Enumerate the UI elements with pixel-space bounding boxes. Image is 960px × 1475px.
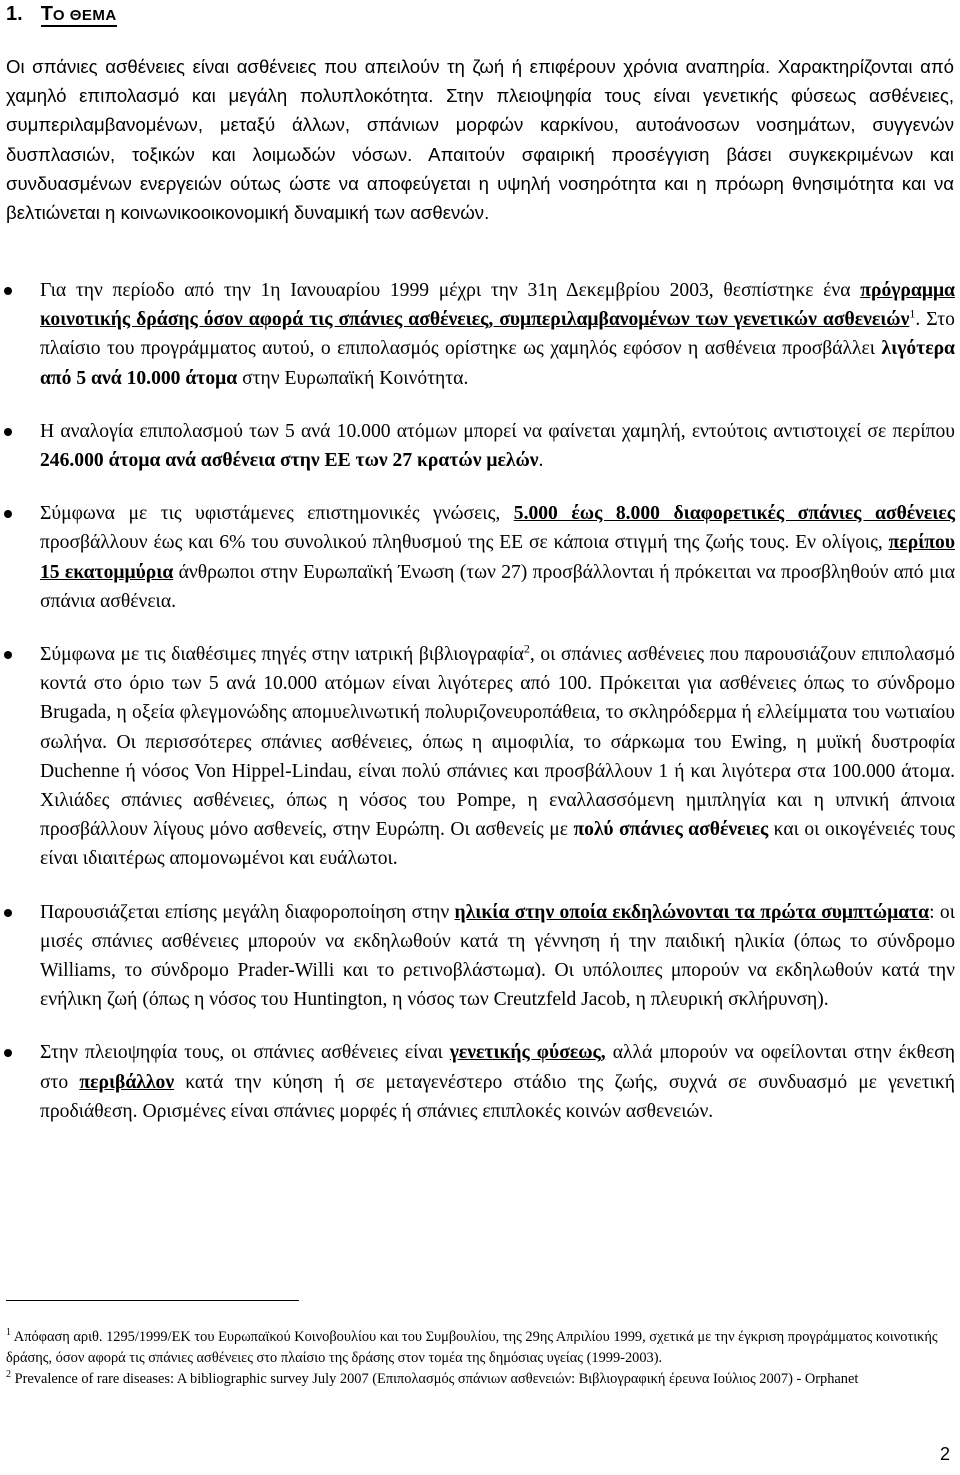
bullet-item-2: Η αναλογία επιπολασμού των 5 ανά 10.000 ατόμων μπορεί να φαίνεται χαμηλή, εντούτοις αντιστοιχεί σε περίπου 246.000 άτομα ανά ασθένεια στην ΕΕ των 27 κρατών μελών.	[0, 417, 955, 475]
onset-age: ηλικία στην οποία εκδηλώνονται τα πρώτα συμπτώματα	[454, 901, 930, 923]
footnotes	[6, 1327, 954, 1390]
bullet-item-5: Παρουσιάζεται επίσης μεγάλη διαφοροποίηση στην ηλικία στην οποία εκδηλώνονται τα πρώτα συμπτώματα: οι μισές σπάνιες ασθένειες μπορούν να εκδηλωθούν κατά τη γέννηση ή την παιδική ηλικία (όπως το σύνδρομο Williams, το σύνδρομο Prader-Willi και το ρετινοβλάστωμα). Οι υπόλοιπες μπορούν να εκδηλωθούν κατά την ενήλικη ζωή (όπως η νόσος του Huntington, η νόσος των Creutzfeld Jacob, η πλευρική σκλήρυνση).	[0, 898, 955, 1015]
bullet-list	[0, 276, 955, 1150]
footnote-ref-2[interactable]: 2	[523, 641, 530, 656]
bullet-dot-icon	[4, 1049, 12, 1057]
bullet-item-3: Σύμφωνα με τις υφιστάμενες επιστημονικές γνώσεις, 5.000 έως 8.000 διαφορετικές σπάνιες ασθένειες προσβάλλουν έως και 6% του συνολικού πληθυσμού της ΕΕ σε κάποια στιγμή της ζωής τους. Εν ολίγοις, περίπου 15 εκατομμύρια άνθρωποι στην Ευρωπαϊκή Ένωση (των 27) προσβάλλονται ή πρόκειται να προσβληθούν από μια σπάνια ασθένεια.	[0, 499, 955, 616]
footnote-1: $^1$ Απόφαση αριθ. 1295/1999/ΕΚ του Ευρωπαϊκού Κοινοβουλίου και του Συμβουλίου, της 29ης Απριλίου 1999, σχετικά με την έγκριση προγράμματος κοινοτικής δράσης, όσον αφορά τις σπάνιες ασθένειες στο πλαίσιο της δράσης στον τομέα της δημόσιας υγείας (1999-2003).	[6, 1327, 938, 1366]
affected-per-disease: 246.000 άτομα ανά ασθένεια στην ΕΕ των 27 κρατών μελών	[40, 450, 539, 472]
page-number: 2	[939, 1444, 950, 1464]
bullet-dot-icon	[4, 651, 12, 659]
very-rare-diseases: πολύ σπάνιες ασθένειες	[573, 819, 769, 841]
footnote-2: $^2$ Prevalence of rare diseases: A bibliographic survey July 2007 (Επιπολασμός σπάνιων ασθενειών: Βιβλιογραφική έρευνα Ιούλιος 2007) - Orphanet	[6, 1369, 859, 1387]
intro-paragraph: Οι σπάνιες ασθένειες είναι ασθένειες που απειλούν τη ζωή ή επιφέρουν χρόνια αναπηρία. Χαρακτηρίζονται από χαμηλό επιπολασμό και μεγάλη πολυπλοκότητα. Στην πλειοψηφία τους είναι γενετικής φύσεως ασθένειες, συμπεριλαμβανομένων, μεταξύ άλλων, σπάνιων μορφών καρκίνου, αυτοάνοσων νοσημάτων, συγγενών δυσπλασιών, τοξικών και λοιμωδών νόσων. Απαιτούν σφαιρική προσέγγιση βάσει συγκεκριμένων και συνδυασμένων ενεργειών ούτως ώστε να αποφεύγεται η υψηλή νοσηρότητα και η πρόωρη θνησιμότητα και να βελτιώνεται η κοινωνικοοικονομική δυναμική των ασθενών.	[6, 56, 954, 224]
bullet-dot-icon	[4, 287, 12, 295]
environment: περιβάλλον	[79, 1071, 175, 1093]
prevalence-threshold: λιγότερα από 5 ανά 10.000 άτομα	[40, 338, 955, 389]
bullet-dot-icon	[4, 428, 12, 436]
affected-population: περίπου 15 εκατομμύρια	[40, 532, 955, 583]
disease-count: 5.000 έως 8.000 διαφορετικές σπάνιες ασθένειες	[513, 503, 956, 525]
bullet-item-4: Σύμφωνα με τις διαθέσιμες πηγές στην ιατρική βιβλιογραφία$^2$, οι σπάνιες ασθένειες που παρουσιάζουν επιπολασμό κοντά στο όριο των 5 ανά 10.000 ατόμων είναι λιγότερες από 100. Πρόκειται για ασθένειες όπως το σύνδρομο Brugada, η οξεία φλεγμονώδης απομυελινωτική πολυριζονευροπάθεια, το σκληρόδερμα ή ελλείμματα του νωτιαίου σωλήνα. Οι περισσότερες σπάνιες ασθένειες, όπως η αιμοφιλία, το σάρκωμα του Ewing, η μυϊκή δυστροφία Duchenne ή νόσος Von Hippel-Lindau, είναι πολύ σπάνιες και προσβάλλουν 1 ή και λιγότερα στα 100.000 άτομα. Χιλιάδες σπάνιες ασθένειες, όπως η νόσος του Pompe, η εναλλασσόμενη ημιπληγία και η υπνική άπνοια προσβάλλουν λίγους μόνο ασθενείς, στην Ευρώπη. Οι ασθενείς με πολύ σπάνιες ασθένειες και οι οικογένειές τους είναι ιδιαιτέρως απομονωμένοι και ευάλωτοι.	[0, 640, 955, 874]
program-name: πρόγραμμα κοινοτικής δράσης όσον αφορά τις σπάνιες ασθένειες, συμπεριλαμβανομένων των γενετικών ασθενειών	[40, 280, 955, 331]
genetic-nature: γενετικής φύσεως,	[449, 1042, 606, 1064]
bullet-item-1: Για την περίοδο από την 1η Ιανουαρίου 1999 μέχρι την 31η Δεκεμβρίου 2003, θεσπίστηκε ένα πρόγραμμα κοινοτικής δράσης όσον αφορά τις σπάνιες ασθένειες, συμπεριλαμβανομένων των γενετικών ασθενειών$^1$. Στο πλαίσιο του προγράμματος αυτού, ο επιπολασμός ορίστηκε ως χαμηλός εφόσον η ασθένεια προσβάλλει λιγότερα από 5 ανά 10.000 άτομα στην Ευρωπαϊκή Κοινότητα.	[0, 276, 955, 393]
footnote-ref-1[interactable]: 1	[909, 306, 916, 321]
bullet-item-6: Στην πλειοψηφία τους, οι σπάνιες ασθένειες είναι γενετικής φύσεως, αλλά μπορούν να οφείλονται στην έκθεση στο περιβάλλον κατά την κύηση ή σε μεταγενέστερο στάδιο της ζωής, συχνά σε συνδυασμό με γενετική προδιάθεση. Ορισμένες είναι σπάνιες μορφές ή σπάνιες επιπλοκές κοινών ασθενειών.	[0, 1038, 955, 1126]
section-heading	[6, 2, 117, 28]
section-title: ΤΟ ΘΕΜΑ	[40, 3, 117, 25]
bullet-dot-icon	[4, 909, 12, 917]
section-number: 1.	[6, 3, 23, 25]
bullet-dot-icon	[4, 510, 12, 518]
footnote-divider	[6, 1300, 299, 1301]
